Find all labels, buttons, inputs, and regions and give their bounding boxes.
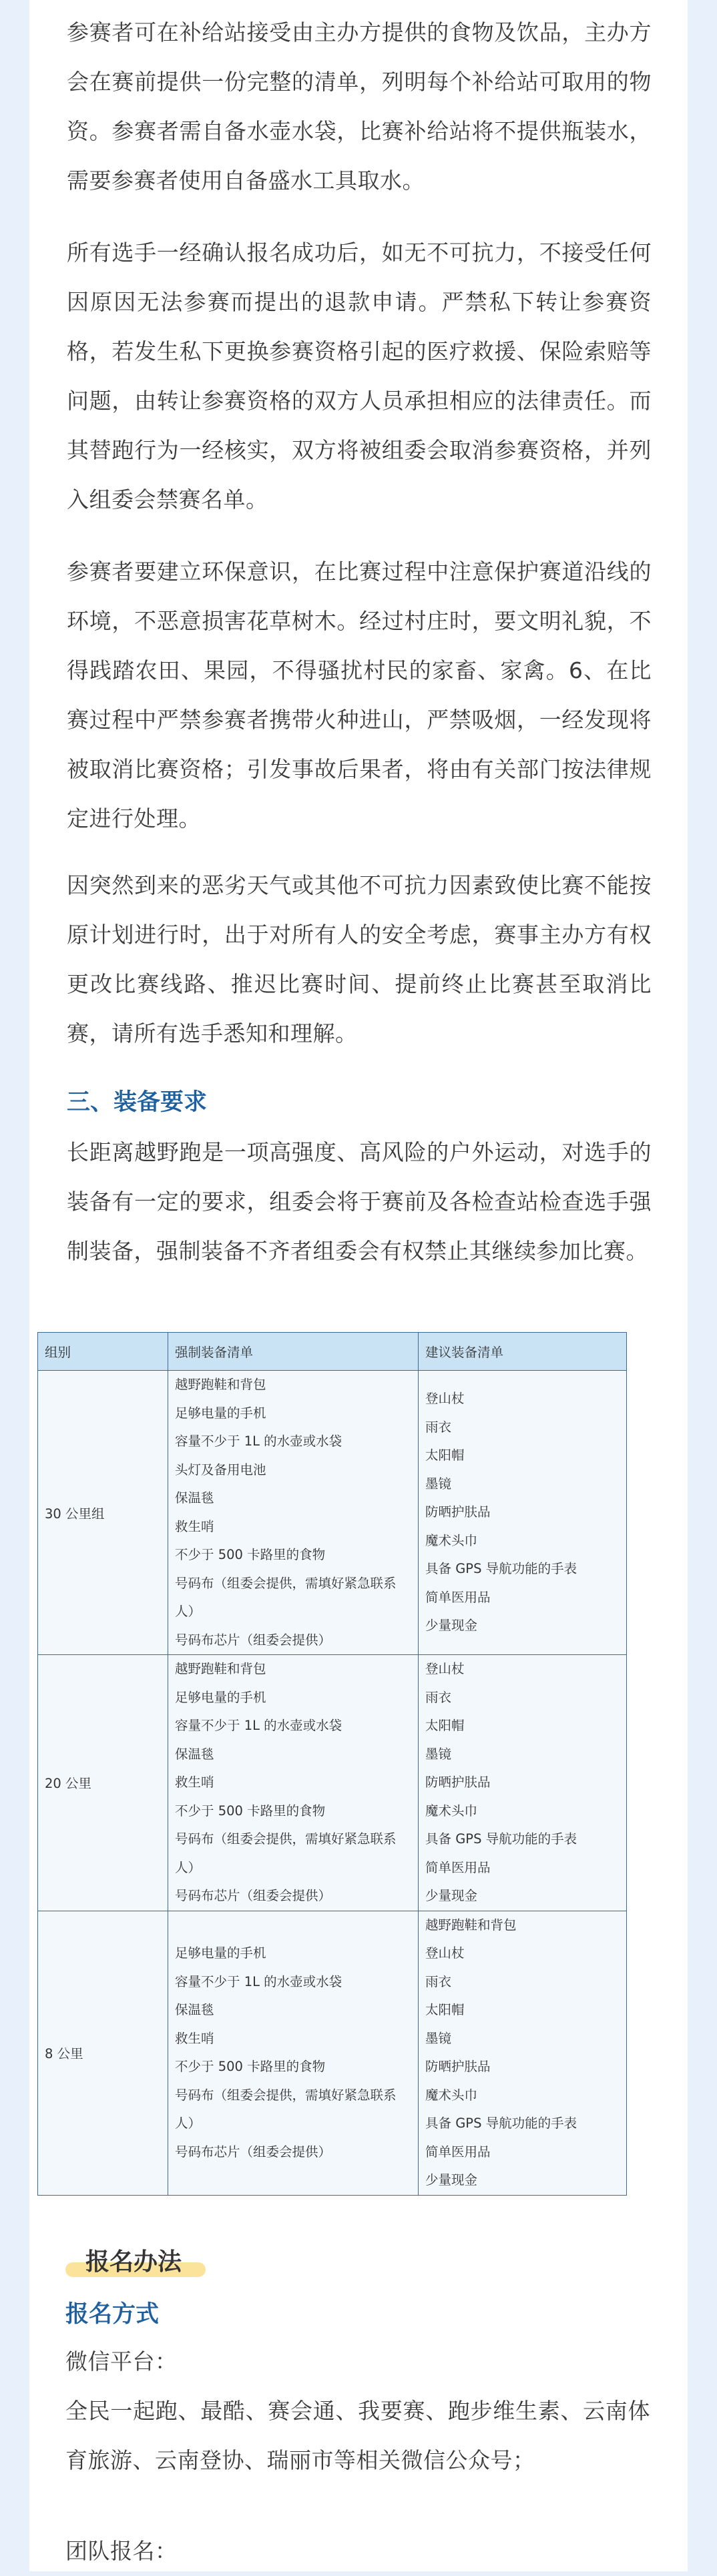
equipment-item: 越野跑鞋和背包 [425, 1917, 517, 1933]
table-row [38, 1371, 627, 1655]
wechat-label: 微信平台： [65, 2348, 178, 2374]
badge-label: 报名办法 [85, 2248, 182, 2276]
equipment-item: 魔术头巾 [425, 2087, 478, 2103]
paragraph-force-majeure: 因突然到来的恶劣天气或其他不可抗力因素致使比赛不能按原计划进行时，出于对所有人的安全考虑，赛事主办方有权更改比赛线路、推迟比赛时间、提前终止比赛甚至取消比赛，请所有选手悉知和理解。 [67, 872, 652, 1046]
equipment-item: 墨镜 [425, 1746, 452, 1762]
equipment-item: 少量现金 [425, 1618, 478, 1634]
equipment-item: 足够电量的手机 [175, 1945, 266, 1961]
registration-badge [65, 2242, 266, 2282]
equipment-item: 太阳帽 [425, 1718, 465, 1733]
equipment-item: 魔术头巾 [425, 1532, 478, 1548]
equipment-item: 号码布（组委会提供，需填好紧急联系人） [175, 2087, 397, 2131]
equipment-item: 头灯及备用电池 [175, 1462, 266, 1478]
equipment-item: 少量现金 [425, 1888, 478, 1903]
equipment-item: 号码布芯片（组委会提供） [175, 2144, 332, 2160]
equipment-item: 登山杖 [425, 1661, 465, 1676]
equipment-item: 保温毯 [175, 1746, 214, 1762]
equipment-item: 不少于 500 卡路里的食物 [175, 2059, 326, 2074]
table-cell-suggested [419, 1371, 627, 1655]
equipment-item: 号码布（组委会提供，需填好紧急联系人） [175, 1575, 397, 1619]
table-cell-mandatory [168, 1371, 419, 1655]
equipment-item: 魔术头巾 [425, 1803, 478, 1819]
equipment-item: 越野跑鞋和背包 [175, 1377, 266, 1392]
equipment-item: 保温毯 [175, 1490, 214, 1506]
equipment-item: 救生哨 [175, 1518, 214, 1534]
table-header-row [38, 1333, 627, 1371]
table-cell-group: 30 公里组 [38, 1371, 168, 1655]
paragraph-equipment-intro: 长距离越野跑是一项高强度、高风险的户外运动，对选手的装备有一定的要求，组委会将于赛前及各检查站检查选手强制装备，强制装备不齐者组委会有权禁止其继续参加比赛。 [67, 1139, 652, 1264]
equipment-item: 足够电量的手机 [175, 1405, 266, 1421]
equipment-item: 登山杖 [425, 1945, 465, 1961]
equipment-item: 不少于 500 卡路里的食物 [175, 1803, 326, 1819]
equipment-table [37, 1332, 627, 2196]
equipment-item: 防晒护肤品 [425, 1504, 491, 1520]
paragraph-refund-policy: 所有选手一经确认报名成功后，如无不可抗力，不接受任何因原因无法参赛而提出的退款申请。严禁私下转让参赛资格，若发生私下更换参赛资格引起的医疗救援、保险索赔等问题，由转让参赛资格的双方人员承担相应的法律责任。而其替跑行为一经核实，双方将被组委会取消参赛资格，并列入组委会禁赛名单。 [67, 240, 652, 513]
header-mandatory: 强制装备清单 [168, 1333, 419, 1371]
equipment-item: 简单医用品 [425, 1859, 491, 1875]
equipment-item: 具备 GPS 导航功能的手表 [425, 2116, 577, 2131]
header-group: 组别 [38, 1333, 168, 1371]
equipment-item: 具备 GPS 导航功能的手表 [425, 1561, 577, 1577]
equipment-item: 救生哨 [175, 2030, 214, 2046]
equipment-item: 防晒护肤品 [425, 2059, 491, 2074]
equipment-item: 雨衣 [425, 1973, 452, 1989]
table-cell-suggested [419, 1655, 627, 1911]
wechat-accounts: 全民一起跑、最酷、赛会通、我要赛、跑步维生素、云南体育旅游、云南登协、瑞丽市等相关微信公众号； [65, 2398, 650, 2473]
table-row [38, 1655, 627, 1911]
equipment-item: 容量不少于 1L 的水壶或水袋 [175, 1718, 342, 1733]
equipment-item: 太阳帽 [425, 1447, 465, 1464]
equipment-item: 容量不少于 1L 的水壶或水袋 [175, 1973, 342, 1989]
equipment-item: 登山杖 [425, 1391, 465, 1407]
equipment-item: 号码布芯片（组委会提供） [175, 1888, 332, 1903]
equipment-item: 号码布（组委会提供，需填好紧急联系人） [175, 1831, 397, 1875]
equipment-item: 简单医用品 [425, 1589, 491, 1605]
equipment-item: 足够电量的手机 [175, 1689, 266, 1705]
table-row [38, 1911, 627, 2195]
table-cell-mandatory [168, 1911, 419, 2195]
equipment-item: 少量现金 [425, 2172, 478, 2188]
equipment-item: 雨衣 [425, 1419, 452, 1435]
equipment-item: 防晒护肤品 [425, 1775, 491, 1790]
team-registration-label: 团队报名： [65, 2538, 178, 2564]
header-suggested: 建议装备清单 [419, 1333, 627, 1371]
equipment-item: 墨镜 [425, 2030, 452, 2046]
registration-method-title: 报名方式 [65, 2301, 160, 2328]
equipment-item: 雨衣 [425, 1689, 452, 1705]
equipment-item: 越野跑鞋和背包 [175, 1661, 266, 1676]
equipment-item: 具备 GPS 导航功能的手表 [425, 1831, 577, 1847]
equipment-item: 太阳帽 [425, 2002, 465, 2017]
table-cell-mandatory [168, 1655, 419, 1911]
table-cell-group: 8 公里 [38, 1911, 168, 2195]
equipment-item: 号码布芯片（组委会提供） [175, 1632, 332, 1648]
equipment-item: 保温毯 [175, 2002, 214, 2017]
equipment-item: 简单医用品 [425, 2144, 491, 2160]
paragraph-environment: 参赛者要建立环保意识，在比赛过程中注意保护赛道沿线的环境，不恶意损害花草树木。经过村庄时，要文明礼貌，不得践踏农田、果园，不得骚扰村民的家畜、家禽。6、在比赛过程中严禁参赛者携带火种进山，严禁吸烟，一经发现将被取消比赛资格；引发事故后果者，将由有关部门按法律规定进行处理。 [67, 559, 652, 832]
table-cell-suggested [419, 1911, 627, 2195]
equipment-item: 救生哨 [175, 1775, 214, 1790]
table-cell-group: 20 公里 [38, 1655, 168, 1911]
equipment-item: 容量不少于 1L 的水壶或水袋 [175, 1433, 342, 1449]
paragraph-supply-stations: 参赛者可在补给站接受由主办方提供的食物及饮品，主办方会在赛前提供一份完整的清单，列明每个补给站可取用的物资。参赛者需自备水壶水袋，比赛补给站将不提供瓶装水，需要参赛者使用自备盛水工具取水。 [67, 19, 652, 194]
equipment-item: 墨镜 [425, 1476, 452, 1492]
equipment-item: 不少于 500 卡路里的食物 [175, 1547, 326, 1562]
section-title-equipment: 三、装备要求 [67, 1089, 208, 1116]
